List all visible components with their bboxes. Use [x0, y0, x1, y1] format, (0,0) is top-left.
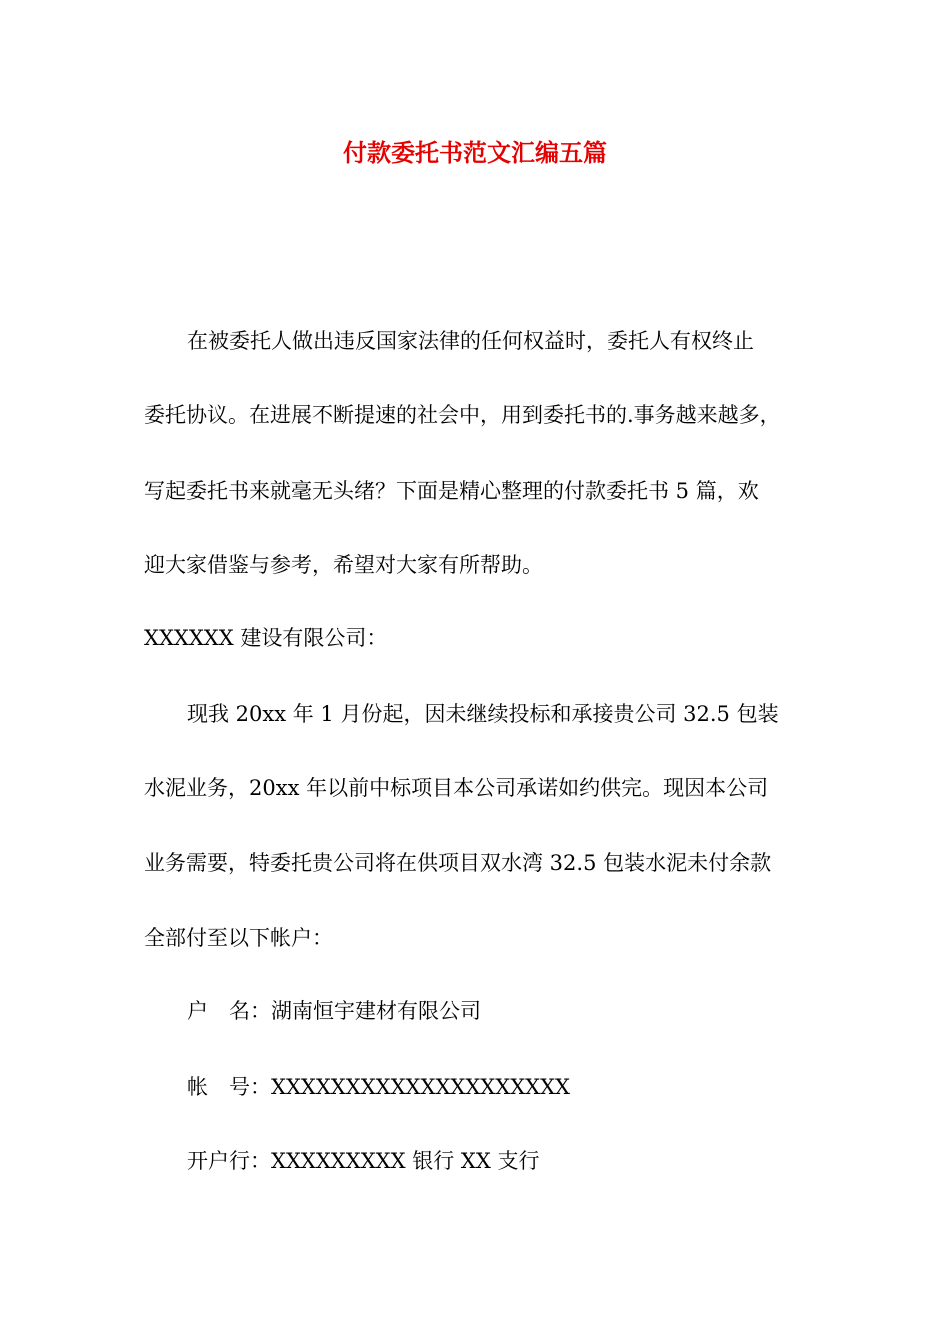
body-line-6: 现我 20xx 年 1 月份起，因未继续投标和承接贵公司 32.5 包装	[187, 702, 779, 726]
body-line-3: 写起委托书来就毫无头绪？下面是精心整理的付款委托书 5 篇，欢	[144, 479, 759, 503]
body-line-7: 水泥业务，20xx 年以前中标项目本公司承诺如约供完。现因本公司	[144, 776, 769, 800]
document-title: 付款委托书范文汇编五篇	[343, 139, 607, 167]
body-line-2: 委托协议。在进展不断提速的社会中，用到委托书的.事务越来越多，	[144, 403, 781, 427]
addressee-line: XXXXXX 建设有限公司：	[144, 626, 388, 650]
body-line-9: 全部付至以下帐户：	[144, 926, 333, 950]
body-line-4: 迎大家借鉴与参考，希望对大家有所帮助。	[144, 553, 543, 577]
body-line-8: 业务需要，特委托贵公司将在供项目双水湾 32.5 包装水泥未付余款	[144, 851, 772, 875]
account-number-line: 帐 号：XXXXXXXXXXXXXXXXXXXX	[187, 1075, 571, 1099]
account-name-line: 户 名：湖南恒宇建材有限公司	[187, 999, 481, 1023]
body-line-1: 在被委托人做出违反国家法律的任何权益时，委托人有权终止	[187, 329, 754, 353]
bank-line: 开户行：XXXXXXXXX 银行 XX 支行	[187, 1149, 540, 1173]
